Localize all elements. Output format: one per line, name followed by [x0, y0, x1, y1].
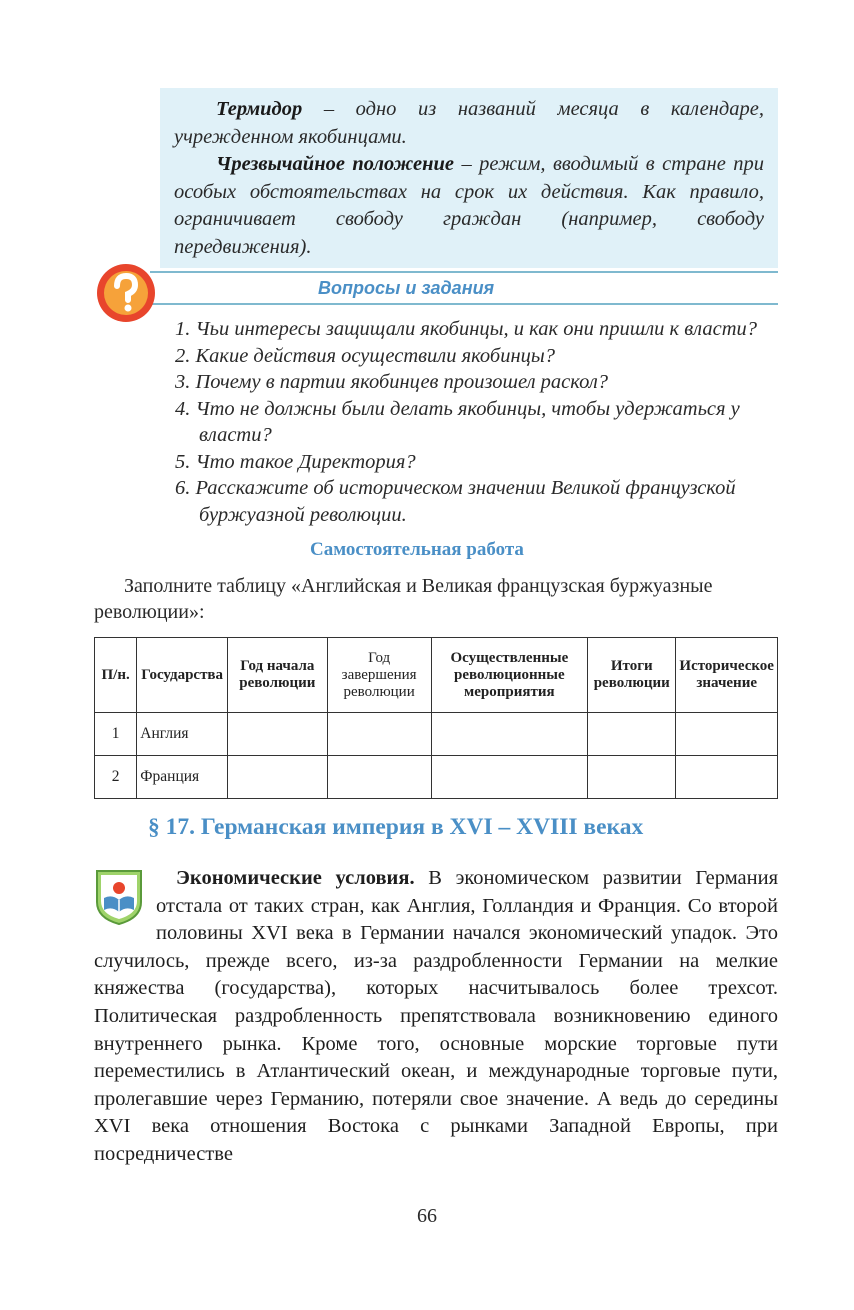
questions-list: [175, 316, 780, 528]
table-cell: [327, 756, 431, 799]
independent-work-task: Заполните таблицу «Английская и Великая французская буржуазные революции»:: [94, 575, 713, 623]
table-cell: [431, 713, 588, 756]
question-item: 3. Почему в партии якобинцев произошел раскол?: [175, 371, 609, 393]
question-item: 6. Расскажите об историческом значении Великой французской буржуазной революции.: [175, 477, 736, 526]
table-row: [95, 713, 778, 756]
table-header: Год завершения революции: [327, 638, 431, 713]
section-title: § 17. Германская империя в XVI – XVIII веках: [148, 814, 644, 840]
table-cell: 1: [95, 713, 137, 756]
section-text: В экономическом развитии Германия отстала от таких стран, как Англия, Голландия и Франция. Со второй половины XVI века в Германии начался экономический упадок. Это случилось, прежде всего, из-за раздробленности Германии на мелкие княжества (государства), которых насчитывалось более трехсот. Политическая раздробленность препятствовала возникновению единого внутреннего рынка. Кроме того, основные морские торговые пути переместились в Атлантический океан, и международные торговые пути, пролегавшие через Германию, потеряли свое значение. А ведь до середины XVI века отношения Востока с рынками Западной Европы, при посредничестве: [94, 867, 779, 1165]
definition-emergency: [174, 151, 764, 261]
table-header: Историческое значение: [676, 638, 778, 713]
definitions-box: [160, 88, 778, 268]
revolutions-table: [94, 637, 778, 799]
definition-text: – одно из названий месяца в календаре, учрежденном якобинцами.: [174, 98, 764, 148]
section-body: [94, 865, 778, 1169]
table-cell: [228, 713, 328, 756]
independent-work-title: Самостоятельная работа: [310, 539, 524, 560]
table-cell: [588, 713, 676, 756]
table-cell: [431, 756, 588, 799]
section-lead: Экономические условия.: [176, 867, 415, 889]
definition-thermidor: [174, 96, 764, 151]
questions-top-rule: [150, 271, 778, 273]
table-cell: 2: [95, 756, 137, 799]
table-header: Государства: [137, 638, 228, 713]
term: Чрезвычайное положение: [216, 153, 455, 175]
table-cell: [676, 713, 778, 756]
table-cell: Англия: [137, 713, 228, 756]
table-row: [95, 756, 778, 799]
table-header: Итоги революции: [588, 638, 676, 713]
questions-title: Вопросы и задания: [318, 278, 495, 298]
questions-bottom-rule: [150, 303, 778, 305]
table-cell: [588, 756, 676, 799]
question-item: 5. Что такое Директория?: [175, 450, 416, 473]
question-mark-icon: [95, 262, 157, 324]
table-header: Год начала революции: [228, 638, 328, 713]
table-cell: [676, 756, 778, 799]
table-header-row: [95, 638, 778, 713]
term: Термидор: [216, 98, 303, 120]
table-header: П/н.: [95, 638, 137, 713]
question-item: 1. Чьи интересы защищали якобинцы, и как они пришли к власти?: [175, 318, 757, 340]
page-number: 66: [417, 1205, 437, 1227]
table-cell: [228, 756, 328, 799]
table-cell: Франция: [137, 756, 228, 799]
table-cell: [327, 713, 431, 756]
question-item: 2. Какие действия осуществили якобинцы?: [175, 344, 556, 367]
question-item: 4. Что не должны были делать якобинцы, чтобы удержаться у власти?: [175, 397, 740, 446]
definition-text: – режим, вводимый в стране при особых обстоятельствах на срок их действия. Как правило, ограничивает свободу граждан (например, свободу передвижения).: [174, 153, 764, 258]
table-header: Осуществленные революционные мероприятия: [431, 638, 588, 713]
